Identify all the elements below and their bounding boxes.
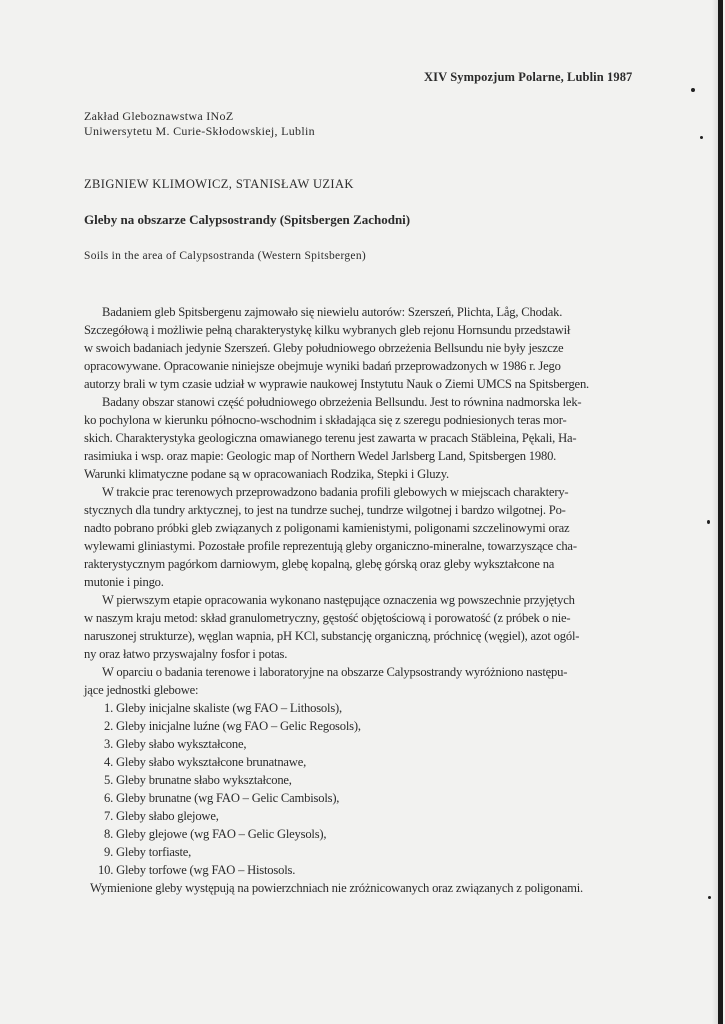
closing-sentence: Wymienione gleby występują na powierzchniach nie zróżnicowanych oraz związanych z poligonami. [90,881,583,895]
list-item: 6. Gleby brunatne (wg FAO – Gelic Cambisols), [104,791,340,805]
body-line: mutonie i pingo. [84,575,164,589]
body-line: Szczegółową i możliwie pełną charakterystykę kilku wybranych gleb rejonu Hornsundu przedstawił [84,323,571,337]
body-line: naruszonej strukturze), węglan wapnia, pH KCl, substancję organiczną, próchnicę (węgiel), azot ogól- [84,629,580,643]
body-line: autorzy brali w tym czasie udział w wyprawie naukowej Instytutu Nauk o Ziemi UMCS na Spitsbergen. [84,377,589,391]
body-line: nadto pobrano próbki gleb związanych z poligonami kamienistymi, poligonami szczelinowymi oraz [84,521,570,535]
list-item: 2. Gleby inicjalne luźne (wg FAO – Gelic Regosols), [104,719,361,733]
page-edge-bar [718,0,723,1024]
body-line: Badaniem gleb Spitsbergenu zajmowało się niewielu autorów: Szerszeń, Plichta, Låg, Chodak. [102,305,563,319]
body-line: jące jednostki glebowe: [84,683,199,697]
affiliation-line-1: Zakład Gleboznawstwa INoZ [84,109,234,123]
body-line: rasimiuka i wsp. oraz mapie: Geologic map of Northern Wedel Jarlsberg Land, Spitsbergen 1980. [84,449,557,463]
body-line: w naszym kraju metod: skład granulometryczny, gęstość objętościową i porowatość (z próbek o nie- [84,611,571,625]
list-item: 8. Gleby glejowe (wg FAO – Gelic Gleysols), [104,827,327,841]
body-line: Warunki klimatyczne podane są w opracowaniach Rodzika, Stepki i Gluzy. [84,467,450,481]
list-item: 1. Gleby inicjalne skaliste (wg FAO – Lithosols), [104,701,342,715]
scan-speck [691,88,695,92]
list-item: 4. Gleby słabo wykształcone brunatnawe, [104,755,307,769]
list-item: 3. Gleby słabo wykształcone, [104,737,247,751]
body-line: skich. Charakterystyka geologiczna omawianego terenu jest zawarta w pracach Stäbleina, Pękali, Ha- [84,431,577,445]
body-line: w swoich badaniach jedynie Szerszeń. Gleby południowego obrzeżenia Bellsundu nie były jeszcze [84,341,564,355]
affiliation-line-2: Uniwersytetu M. Curie-Skłodowskiej, Lublin [84,124,315,138]
title-english: Soils in the area of Calypsostranda (Western Spitsbergen) [84,250,366,262]
body-line: wylewami gliniastymi. Pozostałe profile reprezentują gleby organiczno-mineralne, towarzyszące cha- [84,539,577,553]
conference-header: XIV Sympozjum Polarne, Lublin 1987 [424,70,633,84]
body-line: W pierwszym etapie opracowania wykonano następujące oznaczenia wg powszechnie przyjętych [102,593,575,607]
list-item: 10. Gleby torfowe (wg FAO – Histosols. [98,863,296,877]
title-polish: Gleby na obszarze Calypsostrandy (Spitsbergen Zachodni) [84,212,411,227]
scan-speck [700,136,703,139]
body-line: ko pochylona w kierunku północno-wschodnim i składająca się z szeregu podniesionych teras mor- [84,413,567,427]
body-line: stycznych dla tundry arktycznej, to jest na tundrze suchej, tundrze wilgotnej i bardzo wilgotnej. Po- [84,503,566,517]
body-line: W trakcie prac terenowych przeprowadzono badania profili glebowych w miejscach charaktery- [102,485,569,499]
body-line: opracowywane. Opracowanie niniejsze obejmuje wyniki badań przeprowadzonych w 1986 r. Jego [84,359,561,373]
body-line: Badany obszar stanowi część południowego obrzeżenia Bellsundu. Jest to równina nadmorska lek- [102,395,582,409]
list-item: 5. Gleby brunatne słabo wykształcone, [104,773,292,787]
list-item: 9. Gleby torfiaste, [104,845,192,859]
authors: ZBIGNIEW KLIMOWICZ, STANISŁAW UZIAK [84,177,354,191]
body-line: W oparciu o badania terenowe i laboratoryjne na obszarze Calypsostrandy wyróżniono następu- [102,665,568,679]
scan-speck [707,520,710,524]
scan-speck [708,896,711,899]
list-item: 7. Gleby słabo glejowe, [104,809,219,823]
body-line: ny oraz łatwo przyswajalny fosfor i potas. [84,647,288,661]
body-line: rakterystycznym pagórkom darniowym, glebę kopalną, glebę górską oraz gleby wykształcone na [84,557,555,571]
